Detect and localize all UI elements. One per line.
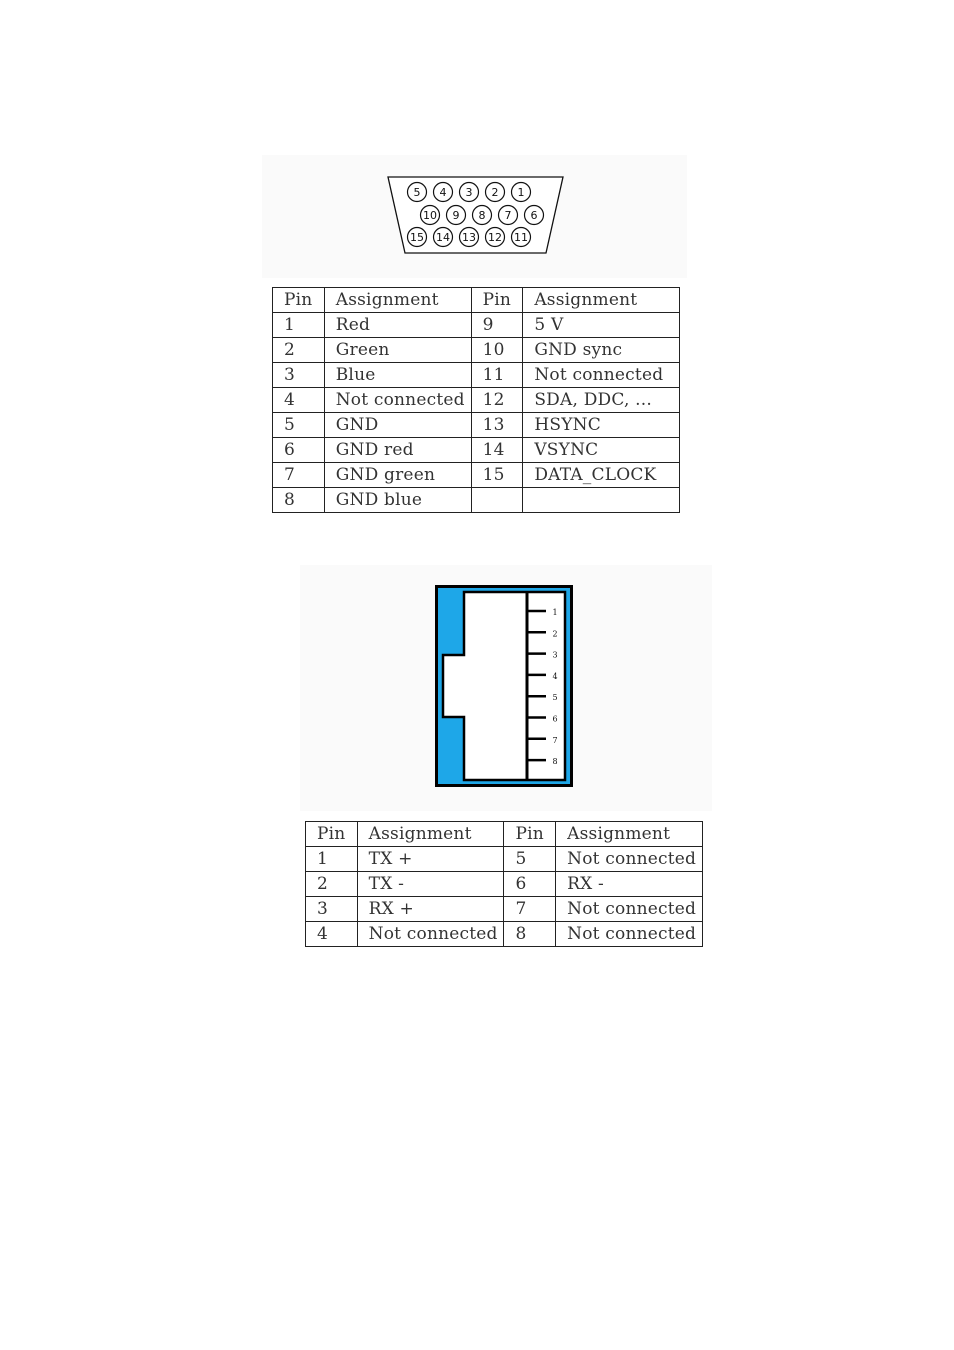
table-cell: 14 bbox=[471, 438, 523, 463]
vga-pin bbox=[408, 183, 427, 202]
rj45-contact-label: 5 bbox=[552, 693, 558, 703]
vga-pin-label: 2 bbox=[491, 186, 499, 199]
vga-connector-figure bbox=[262, 155, 687, 278]
vga-pin-label: 3 bbox=[465, 186, 473, 199]
vga-pin bbox=[460, 183, 479, 202]
rj45-connector-diagram bbox=[300, 565, 712, 811]
header-cell: Pin bbox=[306, 822, 358, 847]
header-cell: Pin bbox=[471, 288, 523, 313]
table-cell: HSYNC bbox=[523, 413, 680, 438]
vga-pin bbox=[434, 183, 453, 202]
table-cell: GND sync bbox=[523, 338, 680, 363]
vga-pin-label: 6 bbox=[530, 209, 538, 222]
table-cell: Not connected bbox=[556, 897, 703, 922]
table-row bbox=[306, 897, 703, 922]
table-cell: 13 bbox=[471, 413, 523, 438]
table-cell: 15 bbox=[471, 463, 523, 488]
table-cell: 8 bbox=[273, 488, 325, 513]
table-cell: Red bbox=[324, 313, 471, 338]
table-row bbox=[273, 438, 680, 463]
table-cell: 10 bbox=[471, 338, 523, 363]
vga-pin-label: 5 bbox=[413, 186, 421, 199]
vga-pin bbox=[421, 206, 440, 225]
header-cell: Pin bbox=[273, 288, 325, 313]
table-cell bbox=[471, 488, 523, 513]
table-cell: GND green bbox=[324, 463, 471, 488]
table-cell: TX + bbox=[357, 847, 504, 872]
vga-pin bbox=[408, 228, 427, 247]
vga-pin-label: 12 bbox=[488, 231, 502, 244]
table-cell: 4 bbox=[306, 922, 358, 947]
table-cell: 2 bbox=[306, 872, 358, 897]
table-header-row bbox=[273, 288, 680, 313]
vga-pin-label: 14 bbox=[436, 231, 450, 244]
table-cell: 5 V bbox=[523, 313, 680, 338]
vga-pin-label: 13 bbox=[462, 231, 476, 244]
table-cell: TX - bbox=[357, 872, 504, 897]
table-row bbox=[273, 313, 680, 338]
header-cell: Assignment bbox=[523, 288, 680, 313]
table-cell: 5 bbox=[504, 847, 556, 872]
header-cell: Assignment bbox=[324, 288, 471, 313]
vga-pin bbox=[460, 228, 479, 247]
vga-pin-label: 9 bbox=[452, 209, 460, 222]
rj45-contact-label: 7 bbox=[552, 735, 558, 745]
table-cell: 3 bbox=[273, 363, 325, 388]
table-cell: Green bbox=[324, 338, 471, 363]
rj45-contact-label: 4 bbox=[552, 671, 558, 681]
table-cell: 6 bbox=[504, 872, 556, 897]
table-cell: DATA_CLOCK bbox=[523, 463, 680, 488]
table-cell: Not connected bbox=[523, 363, 680, 388]
table-cell: 1 bbox=[306, 847, 358, 872]
vga-pin bbox=[434, 228, 453, 247]
vga-pin-label: 4 bbox=[439, 186, 447, 199]
vga-pin-label: 8 bbox=[478, 209, 486, 222]
rj45-contact-label: 8 bbox=[552, 757, 558, 767]
table-cell: GND bbox=[324, 413, 471, 438]
vga-pin bbox=[512, 183, 531, 202]
vga-pin bbox=[486, 183, 505, 202]
table-cell: 2 bbox=[273, 338, 325, 363]
header-cell: Pin bbox=[504, 822, 556, 847]
table-cell: 7 bbox=[273, 463, 325, 488]
vga-pin-label: 15 bbox=[410, 231, 424, 244]
table-cell: 12 bbox=[471, 388, 523, 413]
table-cell: 4 bbox=[273, 388, 325, 413]
table-cell: 5 bbox=[273, 413, 325, 438]
table-cell: Not connected bbox=[324, 388, 471, 413]
rj45-connector-figure bbox=[300, 565, 712, 811]
table-cell: 6 bbox=[273, 438, 325, 463]
table-cell: 1 bbox=[273, 313, 325, 338]
table-row bbox=[273, 488, 680, 513]
table-cell: 9 bbox=[471, 313, 523, 338]
table-cell: GND red bbox=[324, 438, 471, 463]
table-cell: 8 bbox=[504, 922, 556, 947]
vga-pin bbox=[486, 228, 505, 247]
table-cell: RX + bbox=[357, 897, 504, 922]
rj45-pin-table bbox=[305, 821, 703, 947]
vga-pin-label: 11 bbox=[514, 231, 528, 244]
table-row bbox=[273, 338, 680, 363]
table-row bbox=[273, 413, 680, 438]
table-cell: Blue bbox=[324, 363, 471, 388]
table-cell: 7 bbox=[504, 897, 556, 922]
vga-pin bbox=[499, 206, 518, 225]
rj45-contact-label: 6 bbox=[552, 714, 558, 724]
table-header-row bbox=[306, 822, 703, 847]
table-cell: Not connected bbox=[357, 922, 504, 947]
table-row bbox=[273, 463, 680, 488]
vga-pin bbox=[525, 206, 544, 225]
table-cell: Not connected bbox=[556, 922, 703, 947]
table-cell: 11 bbox=[471, 363, 523, 388]
table-row bbox=[273, 388, 680, 413]
table-row bbox=[306, 872, 703, 897]
vga-pin-label: 1 bbox=[517, 186, 525, 199]
table-cell bbox=[523, 488, 680, 513]
vga-pin bbox=[512, 228, 531, 247]
rj45-contact-label: 3 bbox=[552, 650, 558, 660]
vga-pin-table bbox=[272, 287, 680, 513]
table-cell: GND blue bbox=[324, 488, 471, 513]
table-cell: VSYNC bbox=[523, 438, 680, 463]
table-cell: 3 bbox=[306, 897, 358, 922]
vga-pin-label: 7 bbox=[504, 209, 512, 222]
vga-pin bbox=[473, 206, 492, 225]
table-row bbox=[306, 922, 703, 947]
vga-pin-label: 10 bbox=[423, 209, 437, 222]
rj45-contact-label: 2 bbox=[552, 629, 558, 639]
table-cell: Not connected bbox=[556, 847, 703, 872]
table-cell: RX - bbox=[556, 872, 703, 897]
header-cell: Assignment bbox=[357, 822, 504, 847]
table-row bbox=[273, 363, 680, 388]
header-cell: Assignment bbox=[556, 822, 703, 847]
rj45-contact-label: 1 bbox=[552, 608, 558, 617]
vga-pin bbox=[447, 206, 466, 225]
vga-connector-diagram bbox=[262, 155, 687, 278]
table-row bbox=[306, 847, 703, 872]
table-cell: SDA, DDC, ... bbox=[523, 388, 680, 413]
